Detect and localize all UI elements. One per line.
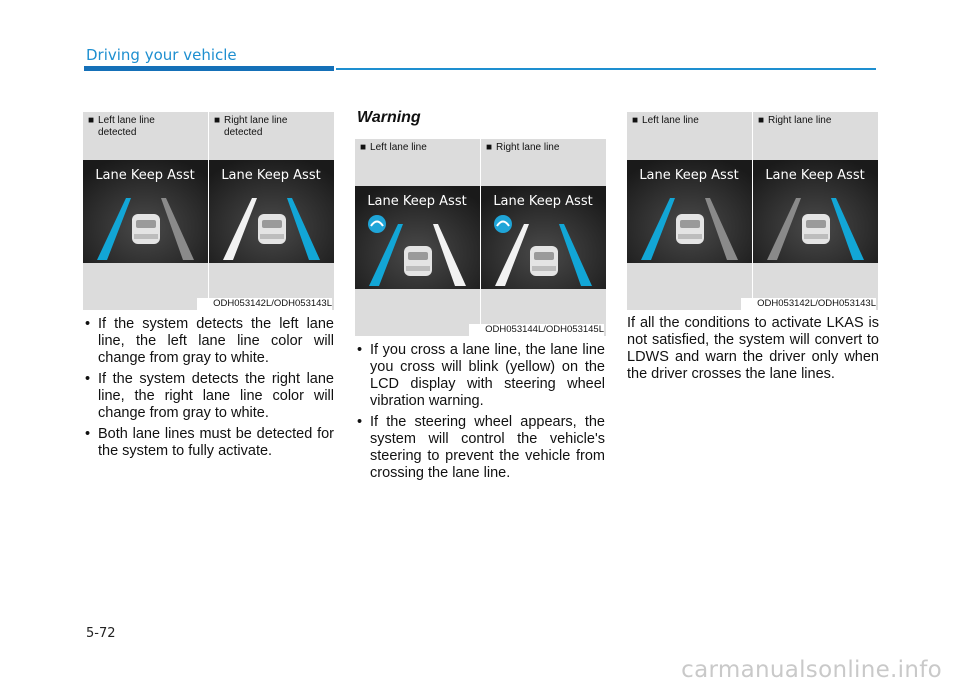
caption-text: Right lane line (496, 142, 560, 153)
figure-code: ODH053142L/ODH053143L (741, 298, 876, 310)
list-item-text: If the system detects the left lane line, the left lane line color will change from gray to white. (98, 316, 334, 366)
watermark: carmanualsonline.info (681, 657, 942, 683)
list-item (83, 426, 334, 460)
figure-lkas-ldws (627, 112, 878, 310)
figure-lane-detected (83, 112, 334, 310)
list-item-text: If the system detects the right lane line, the right lane line color will change from gray to white. (98, 371, 334, 421)
figure-code: ODH053144L/ODH053145L (469, 324, 604, 336)
screen-title: Lane Keep Asst (493, 194, 593, 209)
figure-caption-left (360, 142, 427, 154)
header-rule-thick (84, 66, 334, 71)
warning-heading: Warning (357, 109, 421, 126)
cluster-screen-left (83, 160, 208, 263)
header-rule-thin (336, 68, 876, 70)
car-icon (676, 214, 704, 244)
car-icon (802, 214, 830, 244)
caption-square-icon: ■ (214, 115, 221, 126)
bullet-list-col1 (83, 316, 334, 464)
list-item (83, 371, 334, 422)
caption-square-icon: ■ (632, 115, 639, 126)
figure-code: ODH053142L/ODH053143L (197, 298, 332, 310)
screen-title: Lane Keep Asst (95, 168, 195, 183)
screen-title: Lane Keep Asst (367, 194, 467, 209)
lkas-paragraph: If all the conditions to activate LKAS is not satisfied, the system will convert to LDWS and warn the driver only when the driver crosses the lane lines. (627, 315, 879, 382)
list-item-text: If you cross a lane line, the lane line you cross will blink (yellow) on the LCD display with steering wheel vibration warning. (370, 342, 605, 409)
figure-caption-left (88, 115, 176, 139)
car-icon (258, 214, 286, 244)
figure-left-panel (627, 112, 752, 298)
section-title: Driving your vehicle (86, 46, 237, 64)
caption-text: Left lane line (370, 142, 427, 153)
bullet-dot: • (85, 316, 91, 332)
cluster-screen-left (627, 160, 752, 263)
list-item-text: If the steering wheel appears, the system will control the vehicle's steering to prevent the vehicle from crossing the lane line. (370, 414, 605, 481)
screen-title: Lane Keep Asst (639, 168, 739, 183)
screen-title: Lane Keep Asst (221, 168, 321, 183)
caption-square-icon: ■ (88, 115, 95, 126)
bullet-dot: • (357, 414, 363, 430)
figure-right-panel (753, 112, 878, 298)
steering-wheel-icon (494, 215, 512, 233)
bullet-list-col2 (355, 342, 605, 486)
caption-square-icon: ■ (360, 142, 367, 153)
car-icon (132, 214, 160, 244)
caption-text: Right lane line detected (224, 115, 288, 138)
cluster-screen-left (355, 186, 480, 289)
car-icon (404, 246, 432, 276)
figure-lane-crossing (355, 139, 606, 336)
caption-text: Left lane line (642, 115, 699, 126)
caption-square-icon: ■ (758, 115, 765, 126)
bullet-dot: • (85, 426, 91, 442)
figure-right-panel (209, 112, 334, 298)
cluster-screen-right (209, 160, 334, 263)
list-item (355, 342, 605, 410)
cluster-screen-right (753, 160, 878, 263)
list-item (83, 316, 334, 367)
bullet-dot: • (85, 371, 91, 387)
figure-left-panel (355, 139, 480, 324)
list-item (355, 414, 605, 482)
bullet-dot: • (357, 342, 363, 358)
caption-square-icon: ■ (486, 142, 493, 153)
figure-caption-left (632, 115, 699, 127)
figure-right-panel (481, 139, 606, 324)
steering-wheel-icon (368, 215, 386, 233)
caption-text: Left lane line detected (98, 115, 155, 138)
caption-text: Right lane line (768, 115, 832, 126)
car-icon (530, 246, 558, 276)
figure-caption-right (486, 142, 559, 154)
list-item-text: Both lane lines must be detected for the system to fully activate. (98, 426, 334, 459)
screen-title: Lane Keep Asst (765, 168, 865, 183)
page-number: 5-72 (86, 626, 116, 641)
figure-left-panel (83, 112, 208, 298)
cluster-screen-right (481, 186, 606, 289)
figure-caption-right (758, 115, 831, 127)
figure-caption-right (214, 115, 312, 139)
